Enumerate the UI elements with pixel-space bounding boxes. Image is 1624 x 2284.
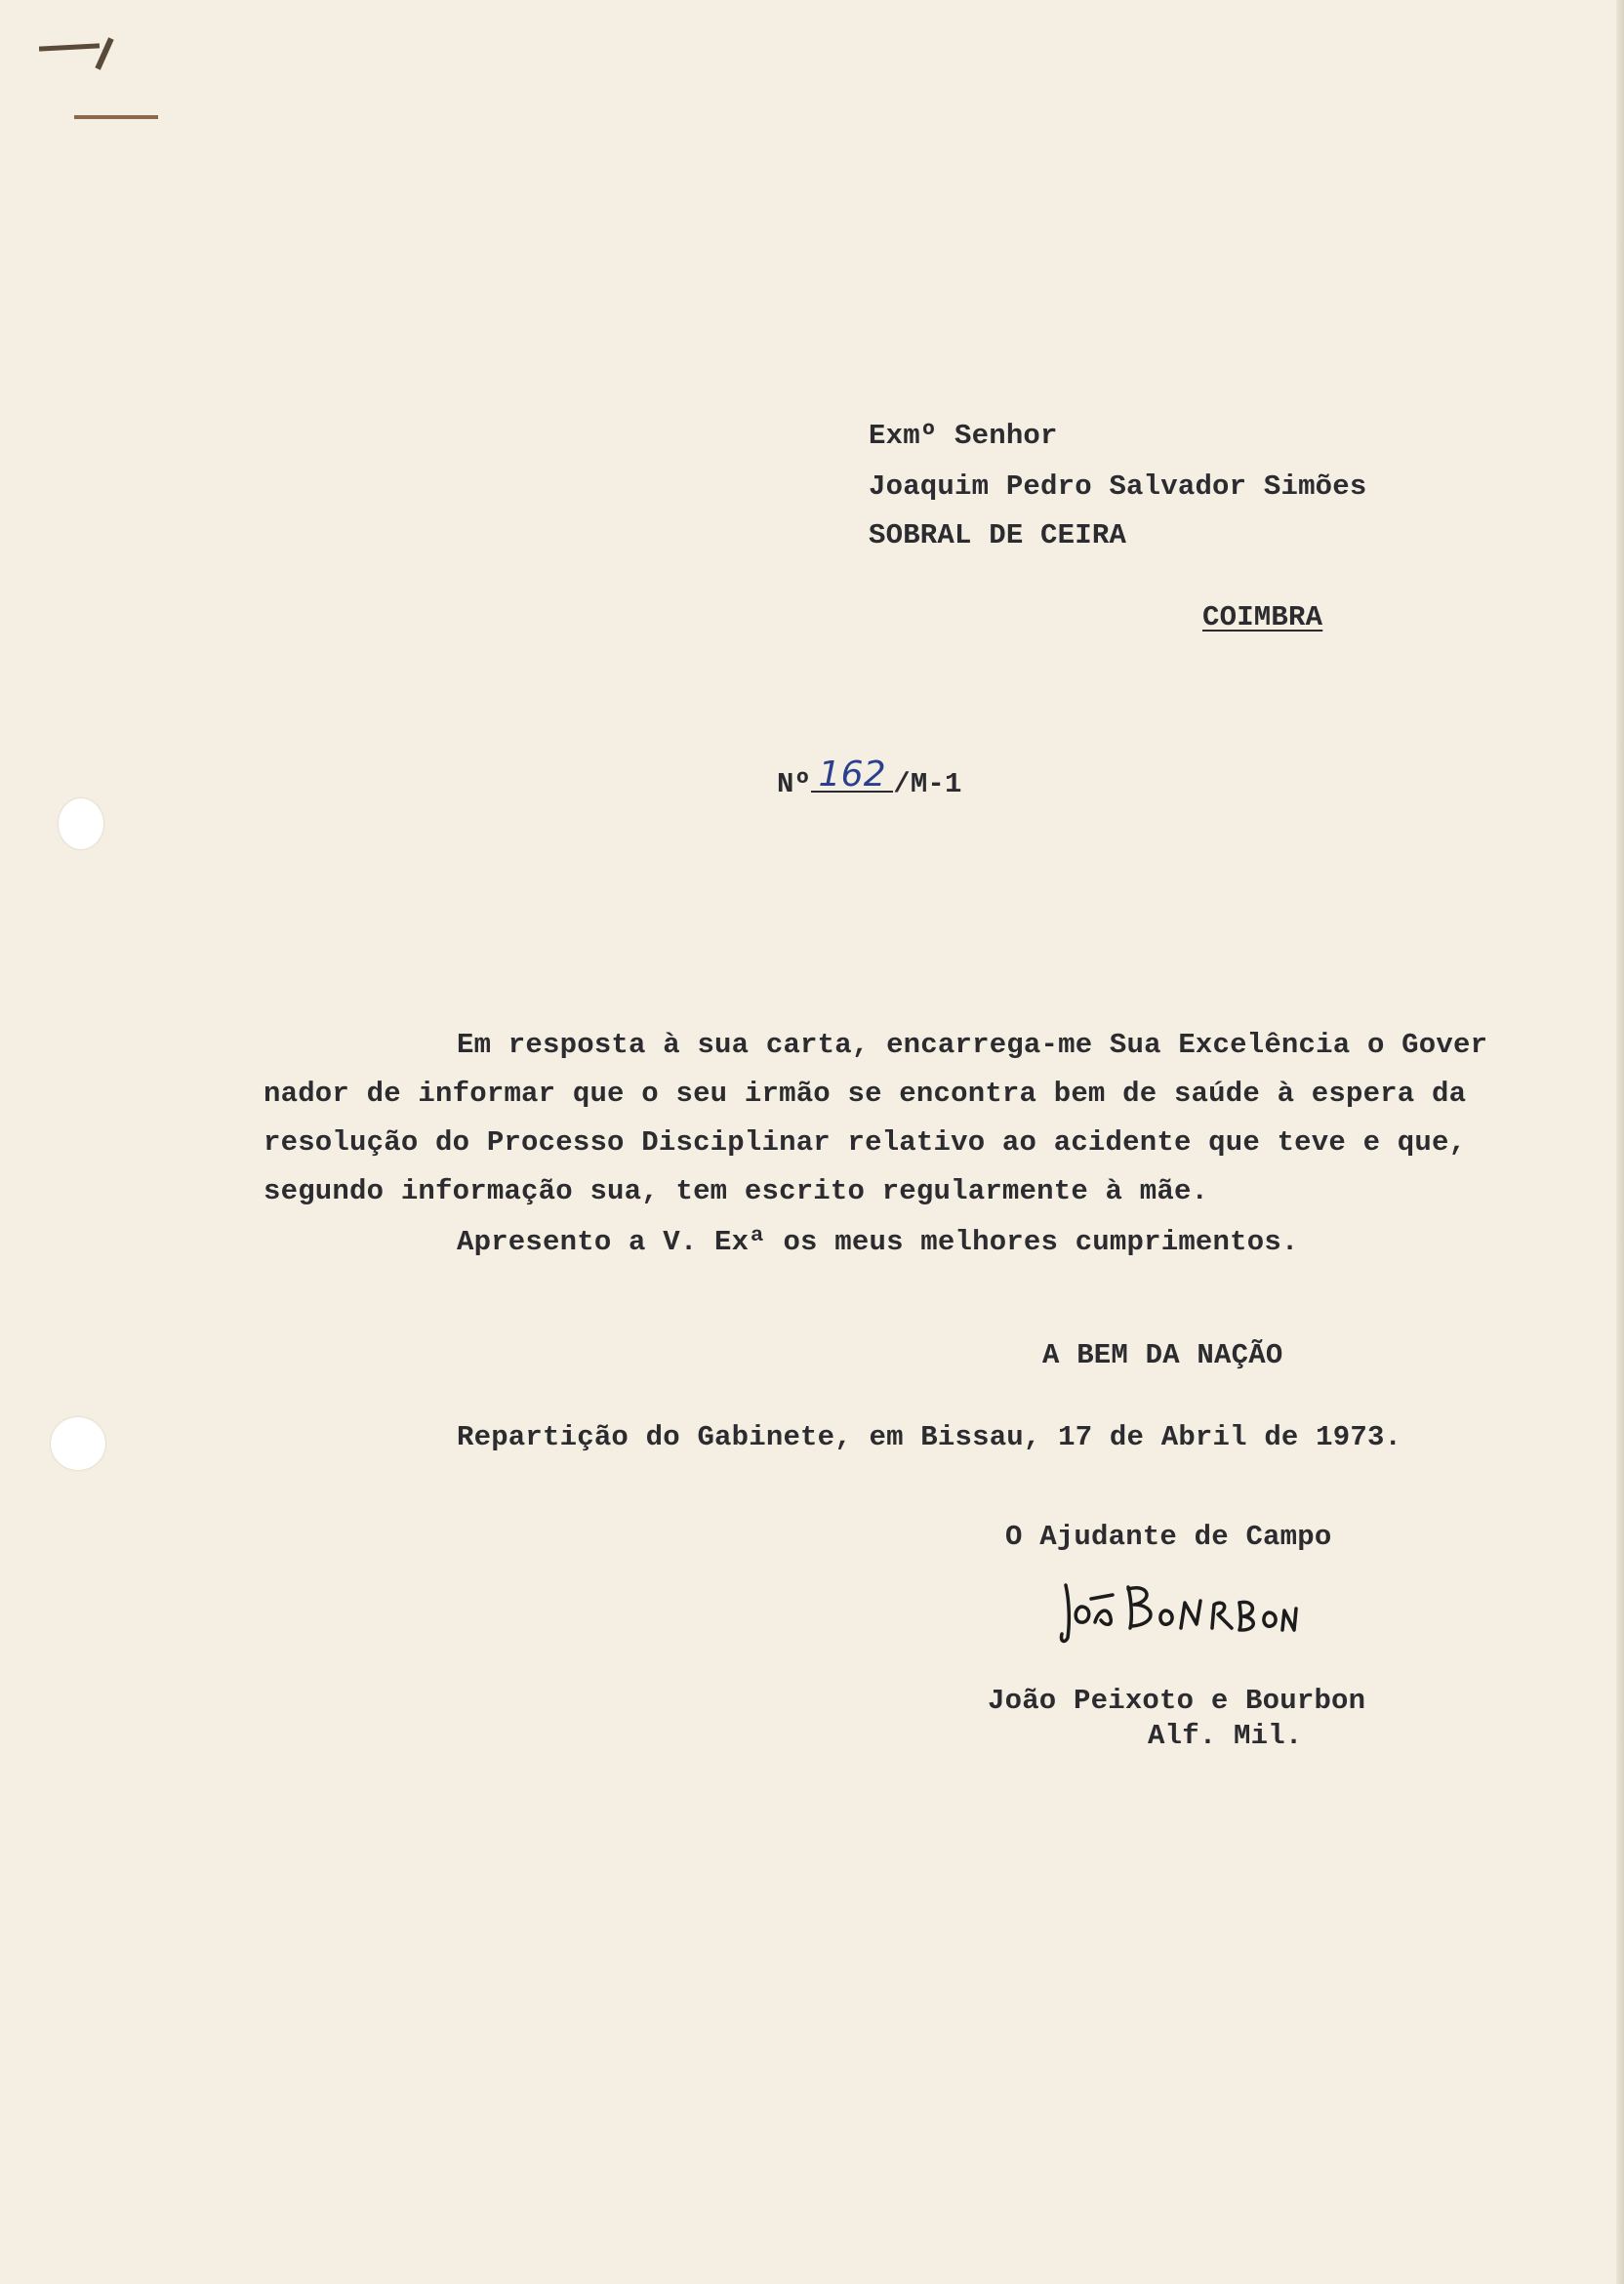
body-line-5: Apresento a V. Exª os meus melhores cumprimentos. bbox=[457, 1226, 1299, 1258]
reference-prefix: Nº bbox=[777, 768, 812, 800]
recipient-place: SOBRAL DE CEIRA bbox=[869, 519, 1127, 551]
body-line-1: Em resposta à sua carta, encarrega-me Sua Excelência o Gover bbox=[457, 1029, 1488, 1061]
signer-name: João Peixoto e Bourbon bbox=[988, 1685, 1366, 1717]
staple-mark bbox=[39, 43, 100, 51]
reference-suffix: /M-1 bbox=[893, 768, 962, 800]
signer-rank: Alf. Mil. bbox=[1148, 1720, 1303, 1752]
recipient-name: Joaquim Pedro Salvador Simões bbox=[869, 470, 1367, 503]
punch-hole-top bbox=[59, 798, 103, 849]
recipient-salutation: Exmº Senhor bbox=[869, 420, 1058, 452]
body-line-4: segundo informação sua, tem escrito regularmente à mãe. bbox=[264, 1175, 1209, 1207]
body-line-2: nador de informar que o seu irmão se encontra bem de saúde à espera da bbox=[264, 1078, 1467, 1110]
reference-number bbox=[777, 755, 962, 800]
recipient-city: COIMBRA bbox=[1202, 601, 1323, 633]
closing-motto: A BEM DA NAÇÃO bbox=[1042, 1339, 1283, 1371]
body-line-3: resolução do Processo Disciplinar relativo ao acidente que teve e que, bbox=[264, 1126, 1467, 1159]
closing-place-date: Repartição do Gabinete, em Bissau, 17 de Abril de 1973. bbox=[457, 1421, 1402, 1453]
reference-handwritten-number: 162 bbox=[811, 759, 893, 793]
handwritten-signature bbox=[1056, 1573, 1300, 1652]
punch-hole-bottom bbox=[51, 1417, 105, 1470]
staple-mark-small bbox=[95, 37, 113, 70]
closing-role: O Ajudante de Campo bbox=[1005, 1521, 1332, 1553]
rust-mark bbox=[74, 115, 158, 119]
